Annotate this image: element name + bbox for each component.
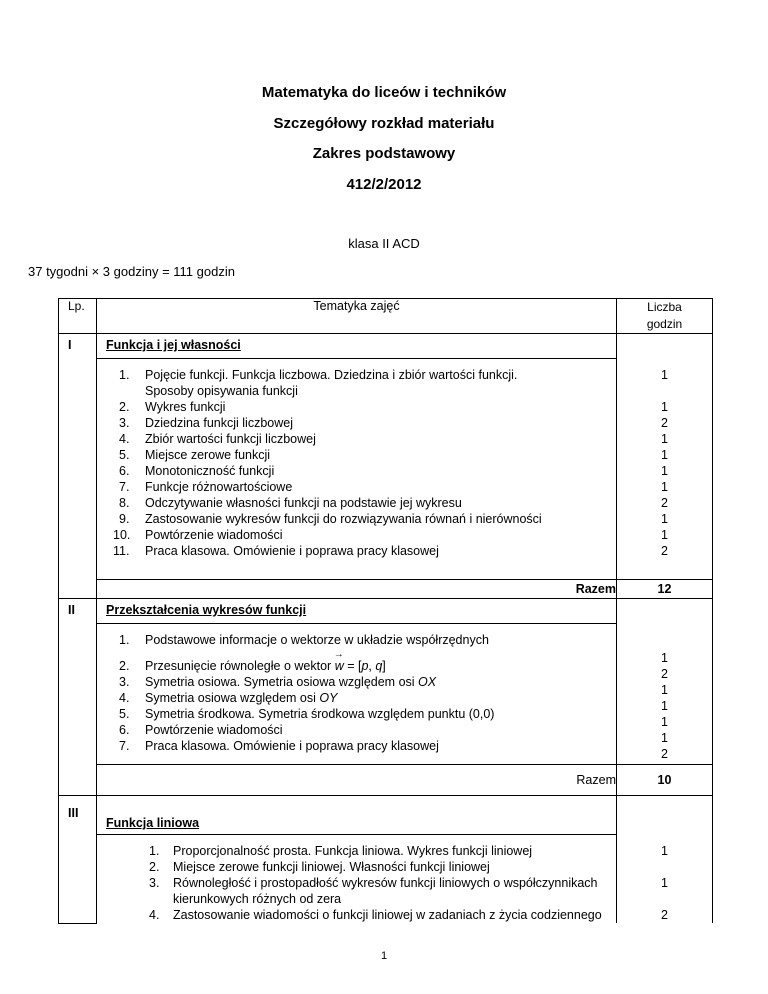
section-number: III bbox=[59, 796, 97, 924]
list-item: 1. Podstawowe informacje o wektorze w układzie współrzędnych bbox=[119, 633, 489, 647]
document-titles bbox=[0, 78, 768, 200]
title-program-number: 412/2/2012 bbox=[346, 175, 422, 193]
list-item: 2. Wykres funkcji bbox=[119, 400, 226, 414]
section-row-2 bbox=[59, 599, 713, 624]
section-number: II bbox=[59, 599, 97, 796]
title-textbook: Matematyka do liceów i techników bbox=[261, 84, 507, 101]
section-items-row-1 bbox=[59, 359, 713, 580]
topic-list bbox=[97, 367, 616, 559]
list-item: 6. Monotoniczność funkcji bbox=[119, 464, 275, 478]
title-scope: Zakres podstawowy bbox=[312, 145, 456, 162]
section-items-row-2 bbox=[59, 624, 713, 765]
section-items-row-3 bbox=[59, 835, 713, 924]
vector-w: → w bbox=[335, 658, 344, 674]
header-topic: Tematyka zajęć bbox=[97, 299, 617, 334]
table-header-row bbox=[59, 299, 713, 334]
section-number: I bbox=[59, 334, 97, 599]
topic-list bbox=[97, 632, 616, 754]
list-item: 4. Symetria osiowa względem osi OY bbox=[119, 691, 338, 705]
list-item: 1. Proporcjonalność prosta. Funkcja liniowa. Wykres funkcji liniowej bbox=[149, 844, 533, 858]
razem-value: 12 bbox=[617, 580, 713, 599]
section-row-1 bbox=[59, 334, 713, 359]
razem-value: 10 bbox=[617, 765, 713, 796]
section-total-row-2 bbox=[59, 765, 713, 796]
list-item: 5. Symetria środkowa. Symetria środkowa względem punktu (0,0) bbox=[119, 707, 495, 721]
list-item: 1. Pojęcie funkcji. Funkcja liczbowa. Dziedzina i zbiór wartości funkcji. Sposoby opisywania funkcji bbox=[119, 368, 518, 398]
class-label: klasa II ACD bbox=[348, 236, 420, 251]
list-item: 4. Zastosowanie wiadomości o funkcji liniowej w zadaniach z życia codziennego bbox=[149, 908, 602, 922]
section-title: Przekształcenia wykresów funkcji bbox=[97, 599, 617, 624]
section-title: Funkcja liniowa bbox=[97, 796, 617, 835]
weeks-summary: 37 tygodni × 3 godziny = 111 godzin bbox=[28, 264, 235, 279]
hours-column: 1 1 2 bbox=[617, 835, 713, 924]
header-hours-line2: godzin bbox=[646, 317, 683, 331]
list-item: 3. Symetria osiowa. Symetria osiowa względem osi OX bbox=[119, 675, 437, 689]
list-item: 7. Funkcje różnowartościowe bbox=[119, 480, 293, 494]
list-item: 2. Przesunięcie równoległe o wektor → w = [p, q] bbox=[97, 658, 616, 674]
header-hours bbox=[617, 299, 713, 334]
list-item: 5. Miejsce zerowe funkcji bbox=[119, 448, 271, 462]
section-title: Funkcja i jej własności bbox=[97, 334, 617, 359]
list-item: 3. Równoległość i prostopadłość wykresów funkcji liniowych o współczynnikach kierunkowych różnych od zera bbox=[149, 876, 598, 906]
list-item: 11. Praca klasowa. Omówienie i poprawa pracy klasowej bbox=[113, 544, 439, 558]
list-item: 4. Zbiór wartości funkcji liczbowej bbox=[119, 432, 316, 446]
header-hours-line1: Liczba bbox=[647, 300, 682, 314]
razem-label: Razem bbox=[97, 580, 617, 599]
curriculum-table bbox=[58, 298, 713, 924]
section-total-row-1 bbox=[59, 580, 713, 599]
list-item: 2. Miejsce zerowe funkcji liniowej. Własności funkcji liniowej bbox=[149, 860, 490, 874]
header-lp: Lp. bbox=[59, 299, 97, 334]
list-item: 8. Odczytywanie własności funkcji na podstawie jej wykresu bbox=[119, 496, 462, 510]
list-item: 7. Praca klasowa. Omówienie i poprawa pracy klasowej bbox=[119, 739, 439, 753]
razem-label: Razem bbox=[97, 765, 617, 796]
list-item: 9. Zastosowanie wykresów funkcji do rozwiązywania równań i nierówności bbox=[119, 512, 542, 526]
hours-column: 1 1 2 1 1 1 1 2 1 1 2 bbox=[617, 359, 713, 580]
title-schedule: Szczegółowy rozkład materiału bbox=[273, 114, 495, 132]
section-row-3 bbox=[59, 796, 713, 835]
topic-list bbox=[97, 843, 616, 923]
list-item: 3. Dziedzina funkcji liczbowej bbox=[119, 416, 293, 430]
list-item: 6. Powtórzenie wiadomości bbox=[119, 723, 283, 737]
page-number: 1 bbox=[380, 950, 388, 962]
hours-column: 1 2 1 1 1 1 2 bbox=[617, 624, 713, 765]
list-item: 10. Powtórzenie wiadomości bbox=[113, 528, 283, 542]
